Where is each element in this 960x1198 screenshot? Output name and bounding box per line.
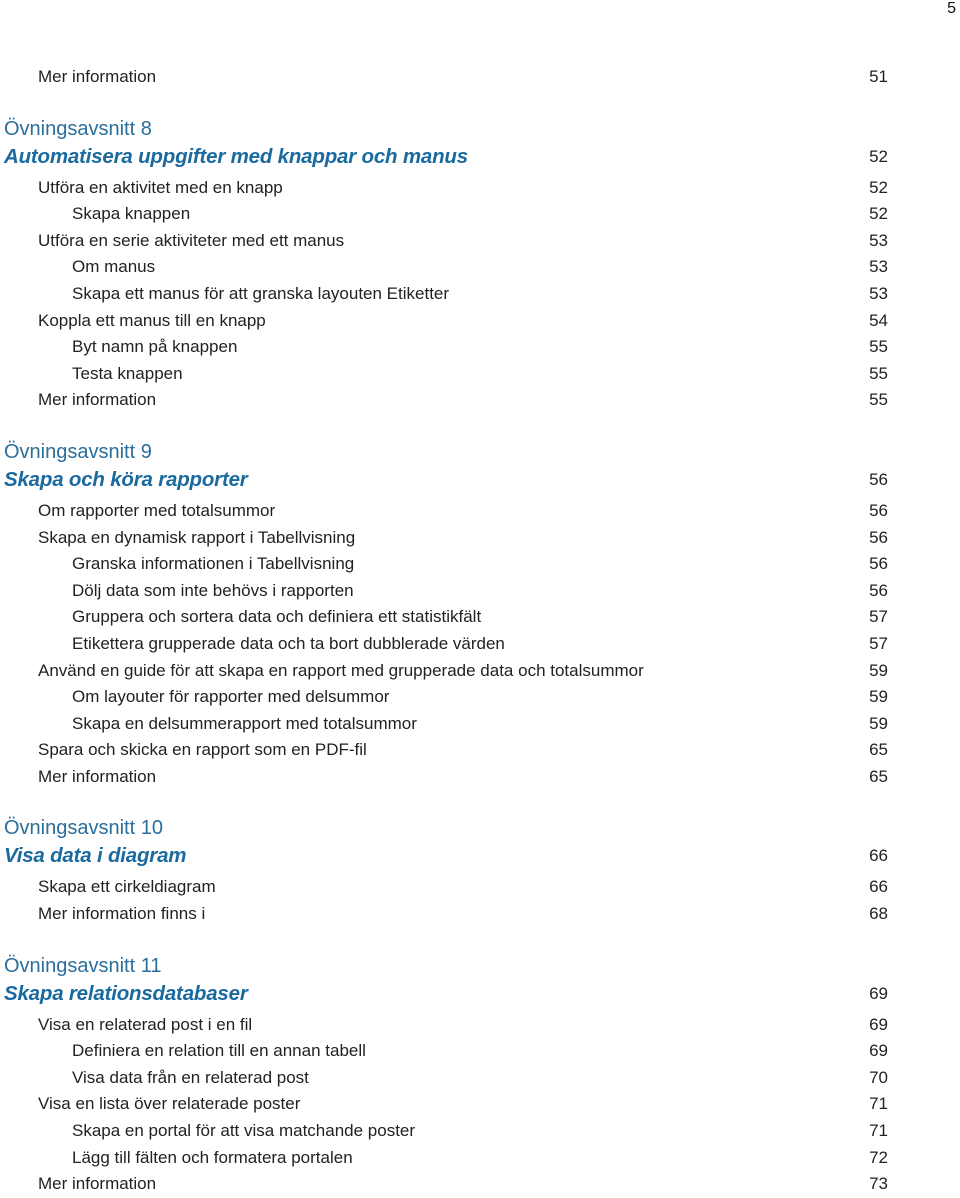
toc-entry-title: Skapa knappen — [72, 204, 191, 224]
toc-entry[interactable] — [0, 874, 960, 901]
section-title-text: Automatisera uppgifter med knappar och manus — [4, 144, 468, 168]
toc-entry-title: Mer information — [38, 766, 157, 786]
section-title-text: Skapa relationsdatabaser — [4, 981, 248, 1005]
toc-entry-title: Mer information — [38, 67, 157, 86]
toc-entry[interactable] — [0, 764, 960, 791]
toc-entry-title: Byt namn på knappen — [72, 337, 238, 357]
toc-entry-title: Granska informationen i Tabellvisning — [72, 554, 355, 574]
toc-entry-page: 56 — [869, 469, 888, 489]
toc-entry-page: 71 — [869, 1121, 888, 1141]
toc-entry[interactable] — [0, 175, 960, 202]
section-label: Övningsavsnitt 8 — [4, 117, 152, 140]
toc-entry-page: 55 — [869, 363, 888, 383]
toc-entry-title: Lägg till fälten och formatera portalen — [72, 1147, 353, 1167]
toc-entry-title: Mer information finns i — [38, 904, 206, 924]
toc-entry-page: 59 — [869, 660, 888, 680]
toc-entry-title: Utföra en serie aktiviteter med ett manus — [38, 230, 345, 250]
toc-entry-title: Koppla ett manus till en knapp — [38, 310, 266, 330]
toc-entry-page: 56 — [869, 500, 888, 520]
toc-entry-title: Om rapporter med totalsummor — [38, 500, 276, 520]
toc-subentry[interactable] — [0, 604, 960, 631]
section-label: Övningsavsnitt 9 — [4, 440, 152, 463]
toc-entry-title: Skapa ett cirkeldiagram — [38, 877, 216, 897]
toc-entry[interactable] — [0, 737, 960, 764]
toc-subentry[interactable] — [0, 201, 960, 228]
toc-subentry[interactable] — [0, 1065, 960, 1092]
toc-entry-page: 69 — [869, 1014, 888, 1034]
toc-subentry[interactable] — [0, 1118, 960, 1145]
toc-entry-title: Spara och skicka en rapport som en PDF-fil — [38, 740, 367, 760]
section-heading — [0, 814, 960, 842]
toc-subentry[interactable] — [0, 334, 960, 361]
toc-entry-title: Etikettera grupperade data och ta bort dubblerade värden — [72, 633, 505, 653]
toc-entry-page: 65 — [869, 740, 888, 760]
toc-entry[interactable] — [0, 525, 960, 552]
toc-entry[interactable] — [0, 387, 960, 414]
toc-entry-page: 65 — [869, 766, 888, 786]
toc-entry[interactable] — [0, 1091, 960, 1118]
toc-entry-page: 73 — [869, 1174, 888, 1194]
toc-entry[interactable] — [0, 64, 960, 91]
section-title[interactable] — [0, 980, 960, 1008]
toc-entry-page: 56 — [869, 554, 888, 574]
toc-entry-title: Dölj data som inte behövs i rapporten — [72, 580, 354, 600]
toc-entry[interactable] — [0, 1171, 960, 1198]
toc-entry-page: 57 — [869, 633, 888, 653]
toc-entry[interactable] — [0, 901, 960, 928]
toc-entry-page: 51 — [869, 67, 888, 86]
toc-entry-title: Mer information — [38, 1174, 157, 1194]
toc-entry-page: 72 — [869, 1147, 888, 1167]
toc-entry[interactable] — [0, 228, 960, 255]
toc-subentry[interactable] — [0, 1038, 960, 1065]
toc-entry-title: Testa knappen — [72, 363, 183, 383]
toc-entry-page: 56 — [869, 527, 888, 547]
toc-entry-title: Använd en guide för att skapa en rapport med grupperade data och totalsummor — [38, 660, 644, 680]
toc-subentry[interactable] — [0, 631, 960, 658]
toc-entry-title: Utföra en aktivitet med en knapp — [38, 177, 283, 197]
toc-entry-page: 59 — [869, 687, 888, 707]
toc-entry-title: Definiera en relation till en annan tabell — [72, 1041, 366, 1061]
toc-entry-page: 55 — [869, 390, 888, 410]
toc-subentry[interactable] — [0, 281, 960, 308]
section-title[interactable] — [0, 466, 960, 494]
section-heading — [0, 115, 960, 143]
toc-entry-page: 59 — [869, 713, 888, 733]
toc-subentry[interactable] — [0, 551, 960, 578]
toc-entry-page: 69 — [869, 1041, 888, 1061]
toc-entry-page: 53 — [869, 230, 888, 250]
toc-entry[interactable] — [0, 498, 960, 525]
toc-entry-page: 66 — [869, 846, 888, 866]
toc-entry-page: 69 — [869, 983, 888, 1003]
toc-entry-page: 56 — [869, 580, 888, 600]
toc-entry-page: 52 — [869, 204, 888, 224]
section-label: Övningsavsnitt 11 — [4, 954, 162, 977]
toc-entry[interactable] — [0, 308, 960, 335]
toc-entry-title: Mer information — [38, 390, 157, 410]
toc-entry-page: 54 — [869, 310, 888, 330]
toc-subentry[interactable] — [0, 578, 960, 605]
toc-entry-title: Visa en relaterad post i en fil — [38, 1014, 253, 1034]
toc-entry-title: Visa data från en relaterad post — [72, 1067, 309, 1087]
section-label: Övningsavsnitt 10 — [4, 817, 163, 840]
toc-subentry[interactable] — [0, 254, 960, 281]
toc-subentry[interactable] — [0, 1145, 960, 1172]
toc-entry-title: Gruppera och sortera data och definiera ett statistikfält — [72, 607, 482, 627]
section-title[interactable] — [0, 143, 960, 171]
toc-entry-page: 53 — [869, 283, 888, 303]
toc-entry-page: 52 — [869, 146, 888, 166]
page-number: 5 — [947, 0, 956, 17]
toc-entry-page: 66 — [869, 877, 888, 897]
toc-entry-page: 68 — [869, 904, 888, 924]
toc-entry-page: 53 — [869, 257, 888, 277]
toc-entry-title: Skapa en delsummerapport med totalsummor — [72, 713, 417, 733]
toc-entry[interactable] — [0, 658, 960, 685]
toc-subentry[interactable] — [0, 361, 960, 388]
toc-subentry[interactable] — [0, 711, 960, 738]
toc-entry-page: 71 — [869, 1094, 888, 1114]
section-heading — [0, 438, 960, 466]
section-heading — [0, 952, 960, 980]
toc-entry[interactable] — [0, 1012, 960, 1039]
toc-entry-page: 57 — [869, 607, 888, 627]
toc-entry-title: Om manus — [72, 257, 156, 277]
toc-entry-page: 70 — [869, 1067, 888, 1087]
section-title-text: Visa data i diagram — [4, 844, 187, 868]
toc-entry-title: Skapa en portal för att visa matchande poster — [72, 1121, 416, 1141]
toc-entry-title: Om layouter för rapporter med delsummor — [72, 687, 390, 707]
section-title[interactable] — [0, 842, 960, 870]
toc-entry-page: 52 — [869, 177, 888, 197]
toc-entry-title: Skapa ett manus för att granska layouten Etiketter — [72, 283, 450, 303]
toc-entry-page: 55 — [869, 337, 888, 357]
toc-subentry[interactable] — [0, 684, 960, 711]
toc-entry-title: Skapa en dynamisk rapport i Tabellvisning — [38, 527, 356, 547]
toc-entry-title: Visa en lista över relaterade poster — [38, 1094, 301, 1114]
table-of-contents — [0, 64, 960, 1198]
section-title-text: Skapa och köra rapporter — [4, 467, 248, 491]
